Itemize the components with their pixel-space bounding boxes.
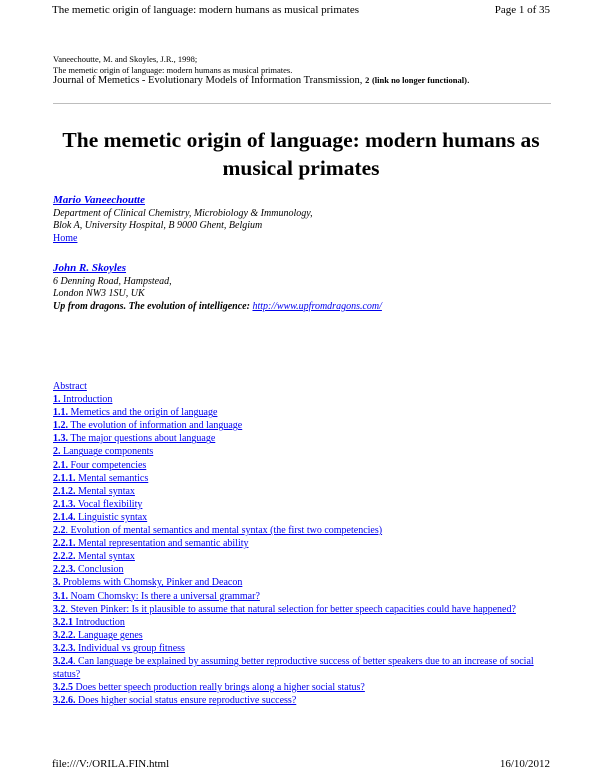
toc-item[interactable]: 2.1.4. Linguistic syntax	[53, 511, 148, 523]
toc-item[interactable]: 2.1.3. Vocal flexibility	[53, 498, 143, 510]
author-1-link[interactable]: Mario Vaneechoutte	[53, 194, 145, 206]
toc-item[interactable]: 2.1. Four competencies	[53, 459, 147, 471]
author-2-link[interactable]: John R. Skoyles	[53, 262, 127, 274]
print-header-page-number: Page 1 of 35	[494, 4, 550, 16]
toc-item[interactable]: Abstract	[53, 381, 87, 392]
author-block-2	[53, 262, 382, 313]
print-header-title: The memetic origin of language: modern humans as musical primates	[52, 4, 359, 16]
toc-item[interactable]: 2.2. Evolution of mental semantics and mental syntax (the first two competencies)	[53, 525, 383, 537]
author-2-address-line-2: London NW3 1SU, UK	[53, 288, 145, 299]
toc-item[interactable]: 2. Language components	[53, 446, 154, 458]
article-title: The memetic origin of language: modern humans as musical primates	[62, 128, 540, 180]
table-of-contents	[53, 380, 553, 707]
journal-issue: 2	[365, 75, 370, 85]
toc-item[interactable]: 3.2.4. Can language be explained by assuming better reproductive success of better speakers due to an increase of social status?	[53, 655, 534, 681]
toc-item[interactable]: 3.2. Steven Pinker: Is it plausible to assume that natural selection for better speech capacities could have happened?	[53, 603, 516, 615]
home-link[interactable]: Home	[53, 232, 78, 244]
author-1-address: Blok A, University Hospital, B 9000 Ghent, Belgium	[53, 220, 263, 231]
toc-item[interactable]: 3. Problems with Chomsky, Pinker and Deacon	[53, 577, 243, 589]
toc-item[interactable]: 1.3. The major questions about language	[53, 433, 216, 445]
toc-item[interactable]: 3.2.5 Does better speech production really brings along a higher social status?	[53, 682, 365, 694]
toc-item[interactable]: 3.2.2. Language genes	[53, 629, 143, 641]
journal-period: .	[466, 75, 470, 86]
toc-item[interactable]: 1.2. The evolution of information and language	[53, 420, 243, 432]
horizontal-rule	[53, 103, 551, 104]
author-2-address-line-1: 6 Denning Road, Hampstead,	[53, 275, 172, 287]
journal-line	[53, 75, 470, 86]
toc-item[interactable]: 3.2.3. Individual vs group fitness	[53, 642, 185, 654]
toc-item[interactable]: 2.2.1. Mental representation and semantic ability	[53, 538, 249, 550]
toc-item[interactable]: 3.1. Noam Chomsky: Is there a universal grammar?	[53, 590, 260, 602]
book-url-link[interactable]: http://www.upfromdragons.com/	[252, 300, 382, 312]
print-footer-date: 16/10/2012	[499, 758, 550, 770]
toc-item[interactable]: 3.2.1 Introduction	[53, 616, 125, 628]
toc-item[interactable]: 2.1.2. Mental syntax	[53, 485, 135, 497]
toc-item[interactable]: 2.2.3. Conclusion	[53, 564, 124, 576]
toc-item[interactable]: 2.1.1. Mental semantics	[53, 472, 149, 484]
journal-note: (link no longer functional)	[371, 75, 467, 85]
toc-item[interactable]: 2.2.2. Mental syntax	[53, 551, 135, 563]
author-1-department: Department of Clinical Chemistry, Microbiology & Immunology,	[53, 207, 313, 219]
citation-authors: Vaneechoutte, M. and Skoyles, J.R., 1998;	[53, 54, 198, 64]
author-block-1	[53, 194, 313, 245]
journal-name: Journal of Memetics - Evolutionary Models of Information Transmission,	[53, 75, 363, 86]
citation-title: The memetic origin of language: modern humans as musical primates.	[53, 65, 293, 75]
toc-item[interactable]: 1. Introduction	[53, 394, 113, 406]
citation	[53, 54, 292, 76]
book-title: Up from dragons. The evolution of intelligence:	[53, 300, 250, 312]
toc-item[interactable]: 1.1. Memetics and the origin of language	[53, 407, 218, 419]
print-footer-path: file:///V:/ORILA.FIN.html	[52, 758, 170, 770]
toc-item[interactable]: 3.2.6. Does higher social status ensure reproductive success?	[53, 695, 297, 707]
